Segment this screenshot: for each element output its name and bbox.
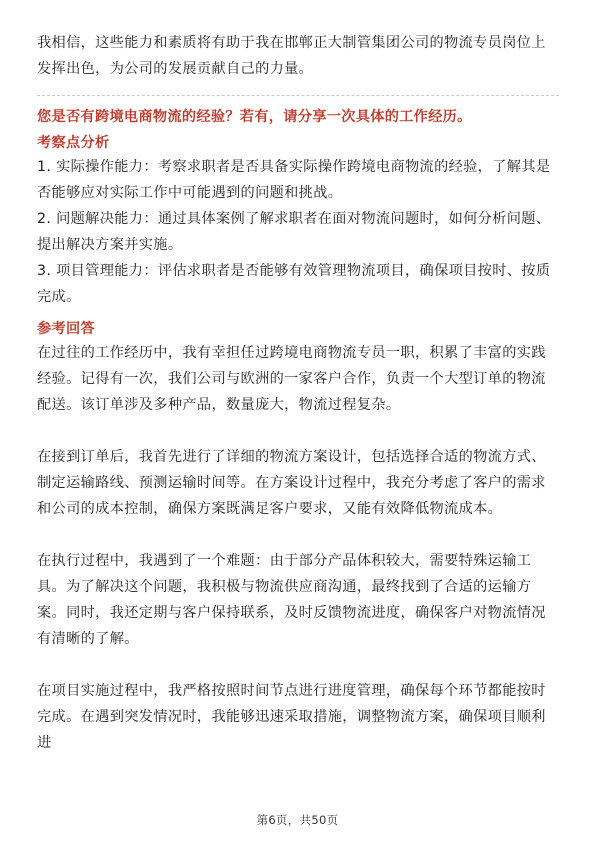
section-divider: [37, 95, 559, 96]
analysis-item-1: 1. 实际操作能力：考察求职者是否具备实际操作跨境电商物流的经验，了解其是否能够应对实际工作中可能遇到的问题和挑战。: [37, 159, 551, 201]
paragraph-gap: [37, 522, 559, 548]
answer-paragraph-1: 在过往的工作经历中，我有幸担任过跨境电商物流专员一职，积累了丰富的实践经验。记得有一次，我们公司与欧洲的一家客户合作，负责一个大型订单的物流配送。该订单涉及多种产品，数量庞大，物流过程复杂。: [37, 345, 546, 413]
answer-paragraph-2: 在接到订单后，我首先进行了详细的物流方案设计，包括选择合适的物流方式、制定运输路线、预测运输时间等。在方案设计过程中，我充分考虑了客户的需求和公司的成本控制，确保方案既满足客户要求，又能有效降低物流成本。: [37, 449, 546, 517]
analysis-heading: 考察点分析: [37, 135, 110, 151]
page-content: [37, 30, 559, 756]
answer-heading: 参考回答: [37, 321, 95, 337]
answer-paragraph-4: 在项目实施过程中，我严格按照时间节点进行进度管理，确保每个环节都能按时完成。在遇到突发情况时，我能够迅速采取措施，调整物流方案，确保项目顺利进: [37, 683, 546, 751]
paragraph-gap: [37, 418, 559, 444]
analysis-item-2: 2. 问题解决能力：通过具体案例了解求职者在面对物流问题时，如何分析问题、提出解决方案并实施。: [37, 211, 551, 253]
interview-question: 您是否有跨境电商物流的经验？若有，请分享一次具体的工作经历。: [37, 109, 472, 125]
paragraph-gap: [37, 652, 559, 678]
answer-paragraph-3: 在执行过程中，我遇到了一个难题：由于部分产品体积较大，需要特殊运输工具。为了解决这个问题，我积极与物流供应商沟通，最终找到了合适的运输方案。同时，我还定期与客户保持联系，及时反馈物流进度，确保客户对物流情况有清晰的了解。: [37, 553, 546, 647]
page-number-footer: 第6页，共50页: [256, 813, 339, 827]
analysis-item-3: 3. 项目管理能力：评估求职者是否能够有效管理物流项目，确保项目按时、按质完成。: [37, 263, 551, 305]
intro-paragraph: 我相信，这些能力和素质将有助于我在邯郸正大制管集团公司的物流专员岗位上发挥出色，为公司的发展贡献自己的力量。: [37, 35, 546, 77]
